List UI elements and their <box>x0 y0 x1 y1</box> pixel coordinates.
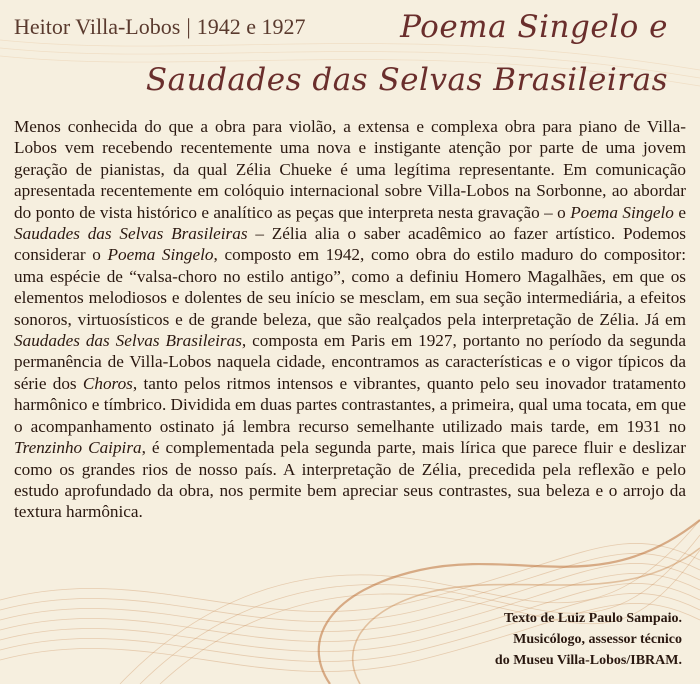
italic-title: Poema Singelo <box>570 202 674 222</box>
author-credit <box>495 608 682 671</box>
body-paragraph <box>14 116 686 523</box>
separator: | <box>186 14 191 39</box>
text-segment: , é complementada pela segunda parte, mais lírica que parece fluir e deslizar como os grandes rios de nosso país. A interpretação de Zélia, precedida pela reflexão e pelo estudo aprofundado da obra, nos permite bem apreciar seus contrastes, sua beleza e o arrojo da textura harmônica. <box>14 438 687 522</box>
composer-name: Heitor Villa-Lobos <box>14 14 181 39</box>
italic-title: Choros <box>82 373 133 393</box>
text-segment: , composta em Paris em 1927, portanto no período da segunda permanência de Villa-Lobos naquela cidade, encontramos as características e o vigor típicos da série dos <box>14 331 686 393</box>
title-line-1: Poema Singelo e <box>400 9 668 45</box>
text-segment: – Zélia alia o saber acadêmico ao fazer artístico. Podemos considerar o <box>14 224 686 265</box>
header <box>0 0 700 110</box>
italic-title: Poema Singelo <box>107 245 214 265</box>
composer-line <box>14 14 305 40</box>
text-segment: , tanto pelos ritmos intensos e vibrantes, quanto pelo seu inovador tratamento harmônico e tímbrico. Dividida em duas partes contrastantes, a primeira, qual uma tocata, em que o acompanhamento ostinato já lembra recurso semelhante utilizado mais tarde, em 1931 no <box>14 373 686 436</box>
credit-line-2: Musicólogo, assessor técnico <box>513 632 682 647</box>
credit-line-1: Texto de Luiz Paulo Sampaio. <box>503 611 682 626</box>
text-segment: e <box>673 202 686 222</box>
composition-years: 1942 e 1927 <box>196 14 306 39</box>
credit-line-3: do Museu Villa-Lobos/IBRAM. <box>494 653 682 668</box>
title-line-2: Saudades das Selvas Brasileiras <box>145 62 668 98</box>
italic-title: Saudades das Selvas Brasileiras <box>14 331 242 351</box>
text-segment: , composto em 1942, como obra do estilo maduro do compositor: uma espécie de “valsa-choro no estilo antigo”, como a definiu Homero Magalhães, em que os elementos melodiosos e dolentes de seu início se mesclam, em sua seção intermediária, a efeitos sonoros, virtuosísticos e de grande beleza, que são realçados pela interpretação de Zélia. Já em <box>14 245 686 329</box>
text-segment: Menos conhecida do que a obra para violão, a extensa e complexa obra para piano de Villa-Lobos vem recebendo recentemente uma nova e instigante atenção por parte de uma jovem geração de pianistas, da qual Zélia Chueke é uma legítima representante. Em comunicação apresentada recentemente em colóquio internacional sobre Villa-Lobos na Sorbonne, ao abordar do ponto de vista histórico e analítico as peças que interpreta nesta gravação – o <box>14 117 686 222</box>
italic-title: Trenzinho Caipira <box>14 438 142 458</box>
italic-title: Saudades das Selvas Brasileiras <box>14 224 248 244</box>
